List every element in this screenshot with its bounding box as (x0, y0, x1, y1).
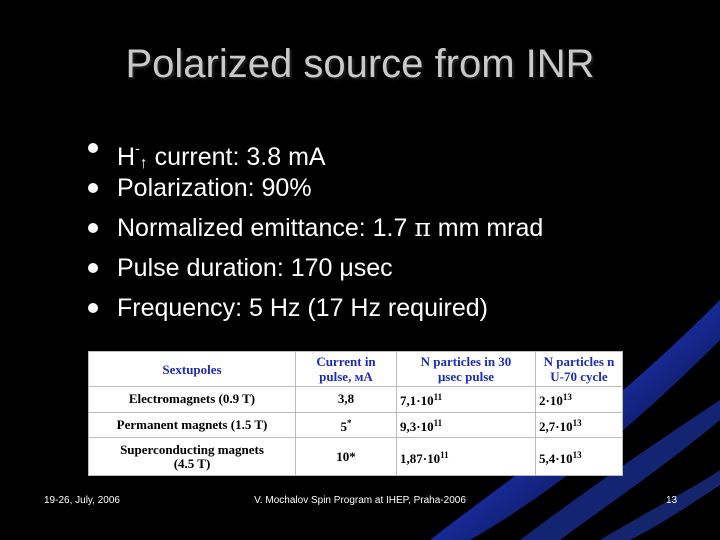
bullet-pulse-text: Pulse duration: 170 μsec (117, 254, 393, 282)
bullet-icon (88, 143, 98, 153)
row-name: Superconducting magnets (4.5 T) (89, 438, 296, 476)
row-nu70: $2\cdot 10^{13}$ (536, 387, 623, 413)
header-n30: N particles in 30 μsec pulse (397, 352, 536, 387)
slide-number: 13 (666, 495, 678, 506)
table-row (89, 438, 623, 476)
header-nu70: N particles n U-70 cycle (536, 352, 623, 387)
row-n30: $9,3\cdot 10^{11}$ (397, 412, 536, 438)
sextupole-table-container (88, 351, 623, 476)
row-n30: $7,1\cdot 10^{11}$ (397, 387, 536, 413)
emittance-label: Normalized emittance: 1.7 (117, 214, 415, 242)
bullet-polarization-text: Polarization: 90% (117, 174, 312, 202)
slide-title: Polarized source from INR (125, 42, 595, 86)
emittance-unit: mm mrad (430, 214, 544, 242)
footer-date: 19-26, July, 2006 (44, 495, 120, 506)
row-current: 3,8 (296, 387, 397, 413)
bullet-current-text: current: 3.8 mA (147, 143, 326, 171)
row-name: Electromagnets (0.9 T) (89, 387, 296, 413)
polarization-arrow-icon: ↑ (139, 155, 148, 172)
bullet-icon (88, 183, 98, 193)
bullet-icon (88, 223, 98, 233)
bullet-icon (88, 303, 98, 313)
ion-symbol: H (117, 143, 136, 171)
bullet-frequency-text: Frequency: 5 Hz (17 Hz required) (117, 294, 488, 322)
header-sextupoles: Sextupoles (89, 352, 296, 387)
bullet-icon (88, 263, 98, 273)
ion-charge: - (135, 140, 140, 156)
row-current: 10* (296, 438, 397, 476)
table-header-row (89, 352, 623, 387)
table-row (89, 412, 623, 438)
table-row (89, 387, 623, 413)
row-name: Permanent magnets (1.5 T) (89, 412, 296, 438)
pi-symbol: π (414, 213, 431, 242)
row-nu70: $2,7\cdot 10^{13}$ (536, 412, 623, 438)
footer-center: V. Mochalov Spin Program at IHEP, Praha-2006 (254, 495, 466, 506)
header-current: Current in pulse, мA (296, 352, 397, 387)
sextupole-table (88, 351, 623, 476)
row-nu70: $5,4\cdot 10^{13}$ (536, 438, 623, 476)
row-n30: $1,87\cdot 10^{11}$ (397, 438, 536, 476)
row-current: 5* (296, 412, 397, 438)
